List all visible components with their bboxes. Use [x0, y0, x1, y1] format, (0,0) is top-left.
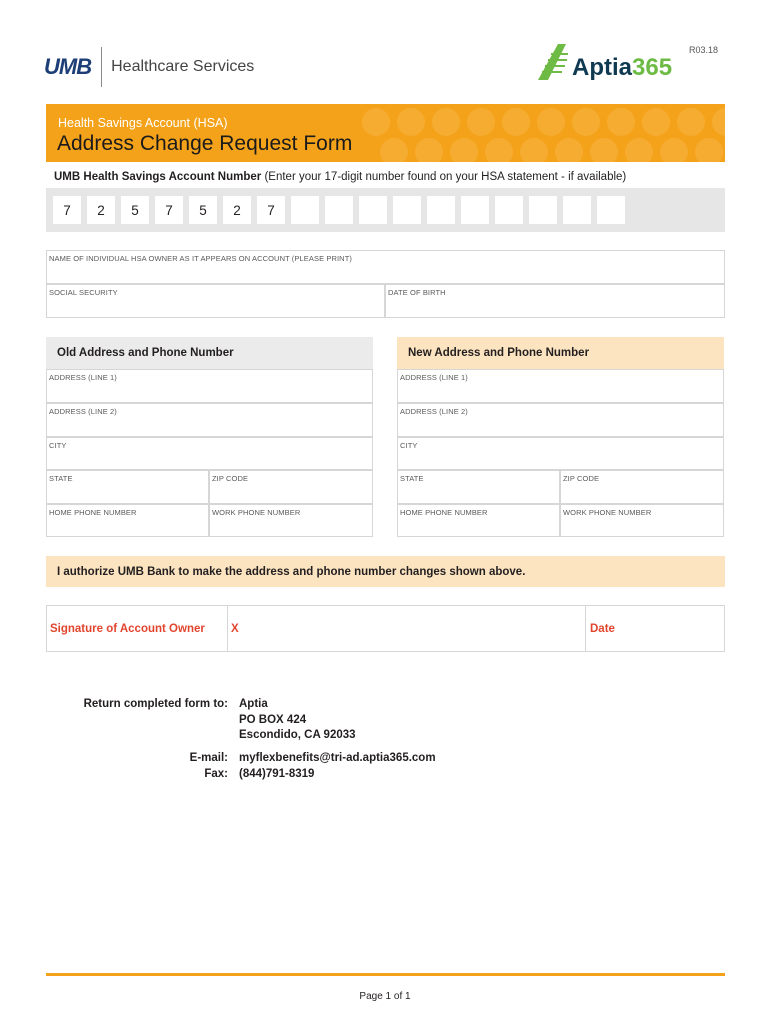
- account-digit-box[interactable]: 7: [257, 196, 285, 224]
- account-digit-box[interactable]: 2: [223, 196, 251, 224]
- account-digit-box[interactable]: [291, 196, 319, 224]
- old-address-line1-field[interactable]: [46, 369, 373, 403]
- return-address-line-1: Aptia: [239, 698, 268, 710]
- new-home-phone-field[interactable]: [397, 504, 560, 537]
- old-address-line1-label: ADDRESS (LINE 1): [49, 373, 117, 382]
- new-address-line2-label: ADDRESS (LINE 2): [400, 407, 468, 416]
- account-digit-box[interactable]: 7: [53, 196, 81, 224]
- account-digit-box[interactable]: [427, 196, 455, 224]
- revision-code: R03.18: [688, 45, 718, 55]
- fax-label: Fax:: [204, 767, 228, 780]
- signature-field[interactable]: [228, 606, 585, 651]
- new-state-label: STATE: [400, 474, 424, 483]
- account-digit-box[interactable]: 5: [189, 196, 217, 224]
- owner-name-label: NAME OF INDIVIDUAL HSA OWNER AS IT APPEARS ON ACCOUNT (PLEASE PRINT): [49, 254, 352, 263]
- old-city-label: CITY: [49, 441, 67, 450]
- old-home-phone-label: HOME PHONE NUMBER: [49, 508, 137, 517]
- aptia-logo-number: 365: [632, 54, 673, 81]
- account-digit-box[interactable]: 7: [155, 196, 183, 224]
- new-address-line1-field[interactable]: [397, 369, 724, 403]
- title-banner: [46, 104, 725, 162]
- account-number-label-bold: UMB Health Savings Account Number: [54, 171, 262, 183]
- old-zip-label: ZIP CODE: [212, 474, 249, 483]
- page-title: Address Change Request Form: [57, 132, 353, 155]
- dob-field[interactable]: [385, 284, 725, 318]
- account-digit-box[interactable]: [461, 196, 489, 224]
- new-city-label: CITY: [400, 441, 418, 450]
- old-city-field[interactable]: [46, 437, 373, 470]
- ssn-label: SOCIAL SECURITY: [49, 288, 118, 297]
- signature-block: [46, 605, 725, 652]
- signature-x-mark: X: [231, 623, 239, 635]
- aptia-logo: [536, 42, 672, 82]
- account-number-boxes: [46, 188, 725, 232]
- old-address-heading: Old Address and Phone Number: [46, 337, 373, 369]
- new-home-phone-label: HOME PHONE NUMBER: [400, 508, 488, 517]
- date-label: Date: [590, 623, 615, 635]
- logo-divider: [101, 47, 102, 87]
- return-address-line-2: PO BOX 424: [239, 713, 307, 726]
- page-number: Page 1 of 1: [359, 991, 411, 1002]
- umb-logo-subtitle: Healthcare Services: [111, 58, 255, 75]
- umb-logo-mark: UMB: [44, 54, 92, 79]
- old-state-field[interactable]: [46, 470, 209, 504]
- old-address-line2-field[interactable]: [46, 403, 373, 437]
- old-address-line2-label: ADDRESS (LINE 2): [49, 407, 117, 416]
- umb-logo: [44, 48, 254, 86]
- new-work-phone-field[interactable]: [560, 504, 724, 537]
- footer-rule: [46, 973, 725, 976]
- aptia-logo-name: Aptia: [572, 54, 632, 81]
- account-digit-box[interactable]: [359, 196, 387, 224]
- dob-label: DATE OF BIRTH: [388, 288, 446, 297]
- account-digit-box[interactable]: 5: [121, 196, 149, 224]
- account-digit-box[interactable]: [495, 196, 523, 224]
- account-digit-box[interactable]: 2: [87, 196, 115, 224]
- new-address-line1-label: ADDRESS (LINE 1): [400, 373, 468, 382]
- email-address: myflexbenefits@tri-ad.aptia365.com: [239, 752, 436, 764]
- account-digit-box[interactable]: [597, 196, 625, 224]
- new-zip-field[interactable]: [560, 470, 724, 504]
- email-label: E-mail:: [189, 752, 228, 764]
- account-number-label: [54, 171, 626, 183]
- account-digit-box[interactable]: [529, 196, 557, 224]
- signature-label: Signature of Account Owner: [50, 623, 205, 635]
- aptia-mark-icon: [536, 42, 570, 82]
- return-label: Return completed form to:: [83, 698, 228, 710]
- new-work-phone-label: WORK PHONE NUMBER: [563, 508, 652, 517]
- old-state-label: STATE: [49, 474, 73, 483]
- old-zip-field[interactable]: [209, 470, 373, 504]
- return-address-line-3: Escondido, CA 92033: [239, 729, 356, 741]
- owner-name-field[interactable]: [46, 250, 725, 284]
- old-work-phone-field[interactable]: [209, 504, 373, 537]
- account-number-hint: (Enter your 17-digit number found on your HSA statement - if available): [264, 171, 627, 183]
- new-city-field[interactable]: [397, 437, 724, 470]
- new-address-line2-field[interactable]: [397, 403, 724, 437]
- new-state-field[interactable]: [397, 470, 560, 504]
- new-address-heading: New Address and Phone Number: [397, 337, 724, 369]
- authorization-statement: I authorize UMB Bank to make the address and phone number changes shown above.: [46, 556, 725, 587]
- account-digit-box[interactable]: [325, 196, 353, 224]
- signature-date-field[interactable]: [586, 606, 724, 651]
- account-digit-box[interactable]: [393, 196, 421, 224]
- fax-number: (844)791-8319: [239, 767, 315, 780]
- new-zip-label: ZIP CODE: [563, 474, 600, 483]
- old-home-phone-field[interactable]: [46, 504, 209, 537]
- banner-subtitle: Health Savings Account (HSA): [58, 116, 228, 130]
- account-digit-box[interactable]: [563, 196, 591, 224]
- old-work-phone-label: WORK PHONE NUMBER: [212, 508, 301, 517]
- ssn-field[interactable]: [46, 284, 385, 318]
- aptia-logo-text: [572, 56, 672, 80]
